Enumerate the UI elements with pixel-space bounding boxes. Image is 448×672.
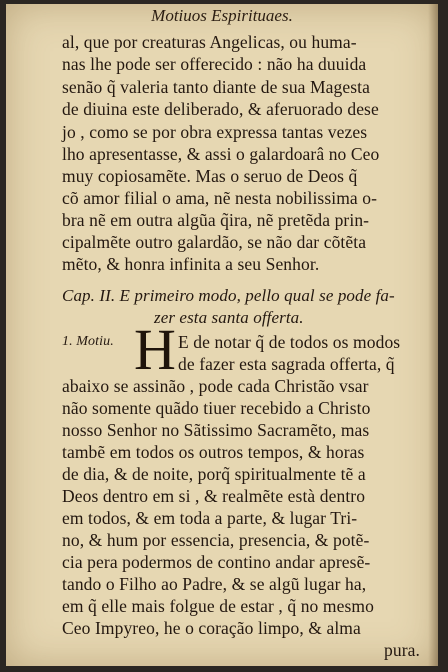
text-line: no, & hum por essencia, presencia, & potẽ-: [62, 530, 370, 550]
text-line: de fazer esta sagrada offerta, q̃: [178, 354, 395, 374]
text-line: lho apresentasse, & assi o galardoarâ no Ceo: [62, 144, 380, 164]
text-line: em todos, & em toda a parte, & lugar Tri-: [62, 508, 358, 528]
book-page: [6, 4, 438, 666]
text-line: mẽto, & honra infinita a seu Senhor.: [62, 254, 320, 274]
text-line: cia pera podermos de contino andar apresẽ-: [62, 552, 371, 572]
drop-cap: H: [134, 317, 176, 382]
catchword: pura.: [384, 640, 420, 660]
text-line: E de notar q̃ de todos os modos: [178, 332, 401, 352]
text-line: cipalmẽte outro galardão, se não dar cõtẽta: [62, 232, 367, 252]
text-line: de dia, & de noite, porq̃ spiritualmente tẽ a: [62, 464, 366, 484]
text-line: Deos dentro em si , & realmẽte està dentro: [62, 486, 366, 506]
text-line: abaixo se assinão , pode cada Christão vsar: [62, 376, 369, 396]
text-line: bra nẽ em outra algũa q̃ira, nẽ pretẽda prin-: [62, 210, 370, 230]
running-head: Motiuos Espirituaes.: [151, 6, 293, 25]
page-spine-shadow: [428, 4, 438, 666]
chapter-heading-cont: zer esta santa offerta.: [154, 308, 304, 327]
text-line: senão q̃ valeria tanto diante de sua Magesta: [62, 77, 371, 97]
chapter-heading: Cap. II. E primeiro modo, pello qual se pode fa-: [62, 286, 395, 305]
text-line: em q̃ elle mais folgue de estar , q̃ no mesmo: [62, 596, 374, 616]
text-line: cõ amor filial o ama, nẽ nesta nobilissima o-: [62, 188, 378, 208]
text-line: nas lhe pode ser offerecido : não ha duuida: [62, 54, 367, 74]
text-line: tando o Filho ao Padre, & se algũ lugar ha,: [62, 574, 367, 594]
text-line: Ceo Impyreo, he o coração limpo, & alma: [62, 618, 361, 638]
marginal-note: 1. Motiu.: [62, 334, 114, 349]
text-line: não somente quãdo tiuer recebido a Christo: [62, 398, 371, 418]
text-line: jo , como se por obra expressa tantas vezes: [62, 122, 368, 142]
text-line: muy copiosamẽte. Mas o seruo de Deos q̃: [62, 166, 358, 186]
text-line: nosso Senhor no Sãtissimo Sacramẽto, mas: [62, 420, 370, 440]
text-line: al, que por creaturas Angelicas, ou huma-: [62, 32, 357, 52]
text-line: tambẽ em todos os outros tempos, & horas: [62, 442, 365, 462]
text-line: de diuina este deliberado, & aferuorado dese: [62, 99, 379, 119]
